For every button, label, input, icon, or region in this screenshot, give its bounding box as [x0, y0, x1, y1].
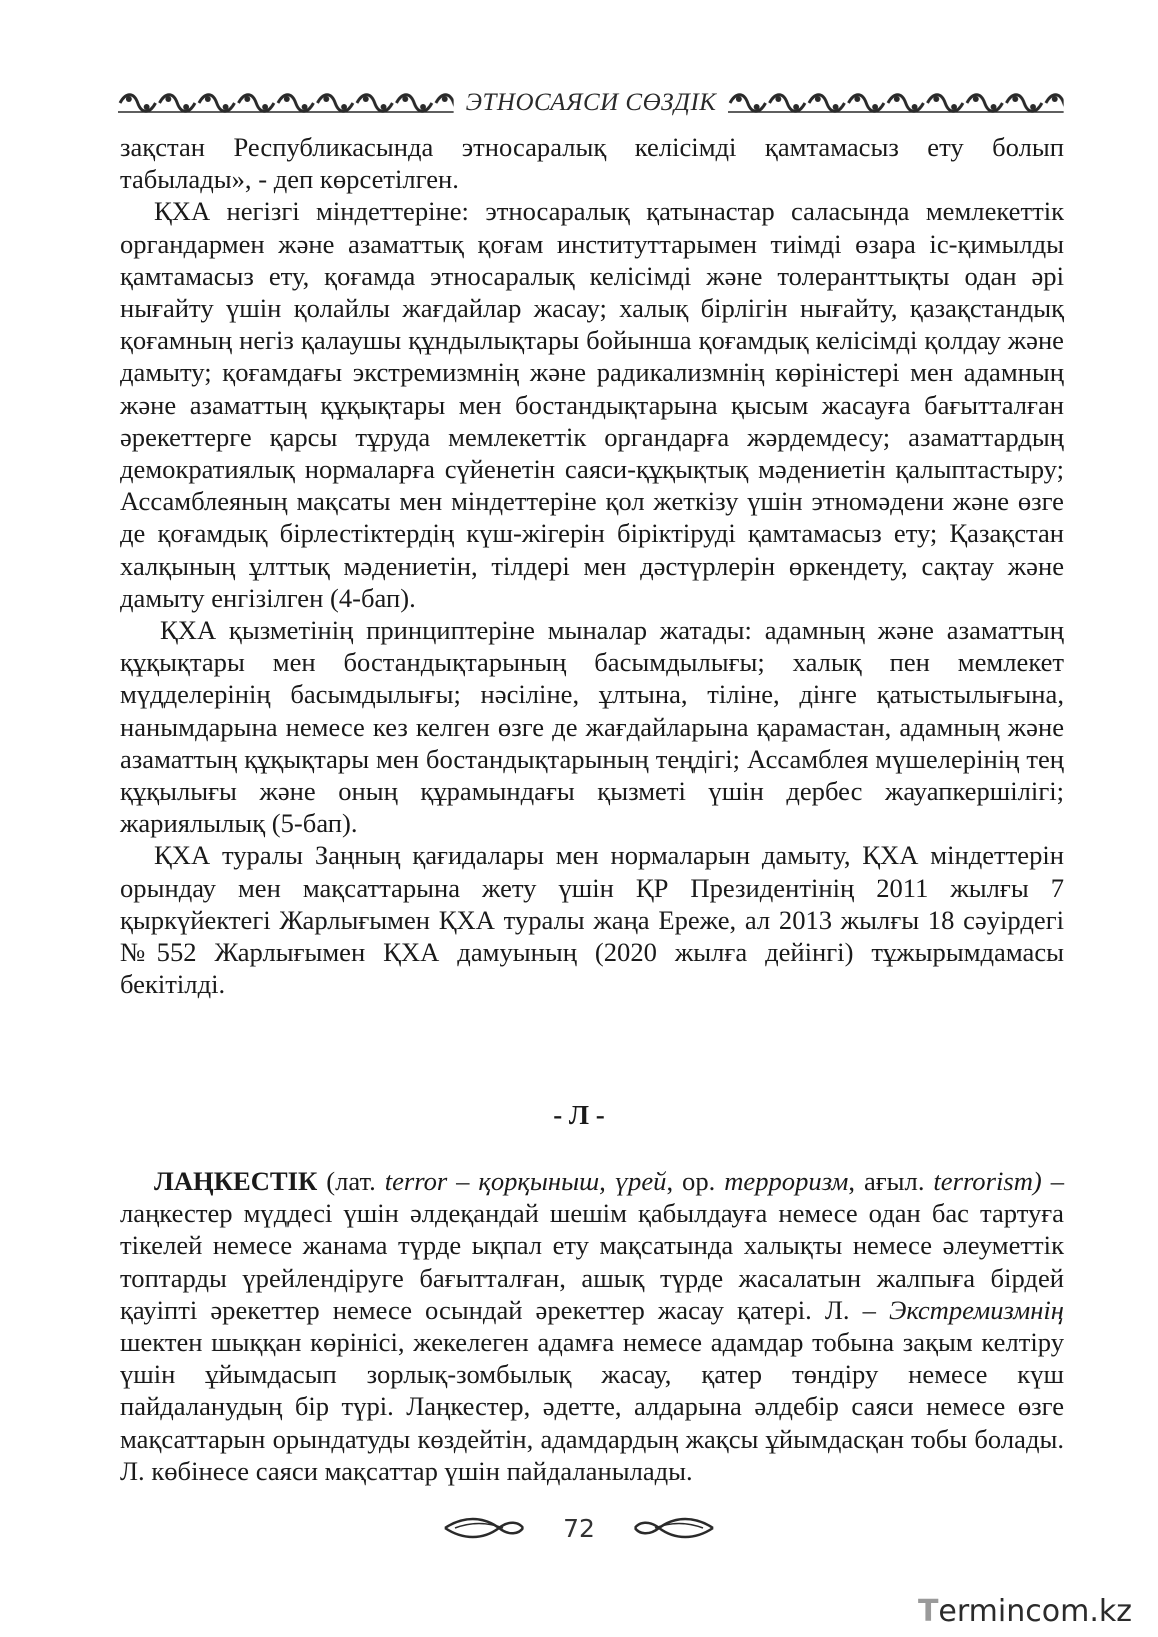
cross-reference: Экстремизмнің	[888, 1294, 1064, 1325]
etymology-text: , ор.	[666, 1166, 725, 1196]
page-footer	[0, 1508, 1158, 1548]
page-number: 72	[563, 1513, 595, 1543]
dictionary-entry	[120, 1165, 1064, 1487]
entry-term: ЛАҢКЕСТІК	[154, 1166, 318, 1196]
entry-definition: шектен шыққан көрінісі, жекелеген адамға немесе адамдар тобына зақым келтіру үшін ұйымдасып зорлық-зомбылық жасау, қатер төндіру немесе күш пайдаланудың бір түрі. Лаңкестер, әдетте, алдарына әлдебір саяси немесе өзге мақсаттарын орындатуды көздейтін, адамдардың жақсы ұйымдасқан тобы болады. Л. көбінесе саяси мақсаттар үшін пайдаланылады.	[120, 1327, 1064, 1486]
body-text	[120, 131, 1064, 1000]
etymology-latin: terror – қорқыныш, үрей	[384, 1166, 667, 1196]
etymology-english: terrorism)	[933, 1166, 1042, 1196]
etymology-russian: терроризм	[724, 1166, 849, 1196]
watermark-logo	[918, 1592, 1132, 1630]
header-title: ЭТНОСАЯСИ СӨЗДІК	[465, 89, 717, 116]
watermark-text: ermincom.kz	[938, 1593, 1132, 1629]
etymology-text: (лат.	[317, 1166, 385, 1196]
running-header	[118, 86, 1064, 120]
paragraph: зақстан Республикасында этносаралық келісімді қамтамасыз ету болып табылады», - деп көрсетілген.	[120, 132, 1064, 195]
section-letter: - Л -	[553, 1100, 605, 1130]
ornament-right-icon	[728, 90, 1064, 116]
paragraph: ҚХА туралы Заңның қағидалары мен нормаларын дамыту, ҚХА міндеттерін орындау мен мақсаттарына жету үшін ҚР Президентінің 2011 жылғы 7 қыркүйектегі Жарлығымен ҚХА туралы жаңа Ереже, ал 2013 жылғы 18 сәуірдегі №552 Жарлығымен ҚХА дамуының (2020 жылға дейінгі) тұжырымдамасы бекітілді.	[120, 840, 1064, 1000]
flourish-right-icon	[633, 1514, 715, 1542]
paragraph: ҚХА негізгі міндеттеріне: этносаралық қатынастар саласында мемлекеттік органдармен және азаматтық қоғам институттарымен тиімді өзара іс-қимылды қамтамасыз ету, қоғамда этносаралық келісімді және толеранттықты одан әрі нығайту үшін қолайлы жағдайлар жасау; халық бірлігін нығайту, қазақстандық қоғамның негіз қалаушы құндылықтары бойынша қоғамдық келісімді қолдау және дамыту; қоғамдағы экстремизмнің және радикализмнің көріністері мен адамның және азаматтың құқықтары мен бостандықтарына қысым жасауға бағытталған әрекеттерге қарсы тұруда мемлекеттік органдарға жәрдемдесу; азаматтардың демократиялық нормаларға сүйенетін саяси-құқықтық мәдениетін қалыптастыру; Ассамблеяның мақсаты мен міндеттеріне қол жеткізу үшін этномәдени және өзге де қоғамдық бірлестіктердің күш-жігерін біріктіруді қамтамасыз ету; Қазақстан халқының ұлттық мәдениетін, тілдері мен дәстүрлерін өркендету, сақтау және дамыту енгізілген (4-бап).	[120, 196, 1064, 613]
entry-definition: – лаңкестер мүддесі үшін әлдеқандай шешім қабылдауға немесе одан бас тартуға тікелей немесе жанама түрде ықпал ету мақсатында халықты немесе әлеуметтік топтарды үрейлендіруге бағытталған, ашық түрде жасалатын жалпыға бірдей қауіпті әрекеттер немесе осындай әрекеттер жасау қатері. Л. –	[120, 1166, 1064, 1325]
ornament-left-icon	[118, 90, 454, 116]
paragraph: ҚХА қызметінің принциптеріне мыналар жатады: адамның және азаматтың құқықтары мен бостандықтарының басымдылығы; халық пен мемлекет мүдделерінің басымдылығы; нәсіліне, ұлтына, тіліне, дінге қатыстылығына, нанымдарына немесе кез келген өзге де жағдайларына қарамастан, адамның және азаматтың құқықтары мен бостандықтарының теңдігі; Ассамблея мүшелерінің тең құқылығы және оның құрамындағы қызметі үшін дербес жауапкершілігі; жариялылық (5-бап).	[120, 615, 1064, 839]
flourish-left-icon	[443, 1514, 525, 1542]
etymology-text: , ағыл.	[848, 1166, 934, 1196]
watermark-initial: T	[917, 1593, 939, 1629]
